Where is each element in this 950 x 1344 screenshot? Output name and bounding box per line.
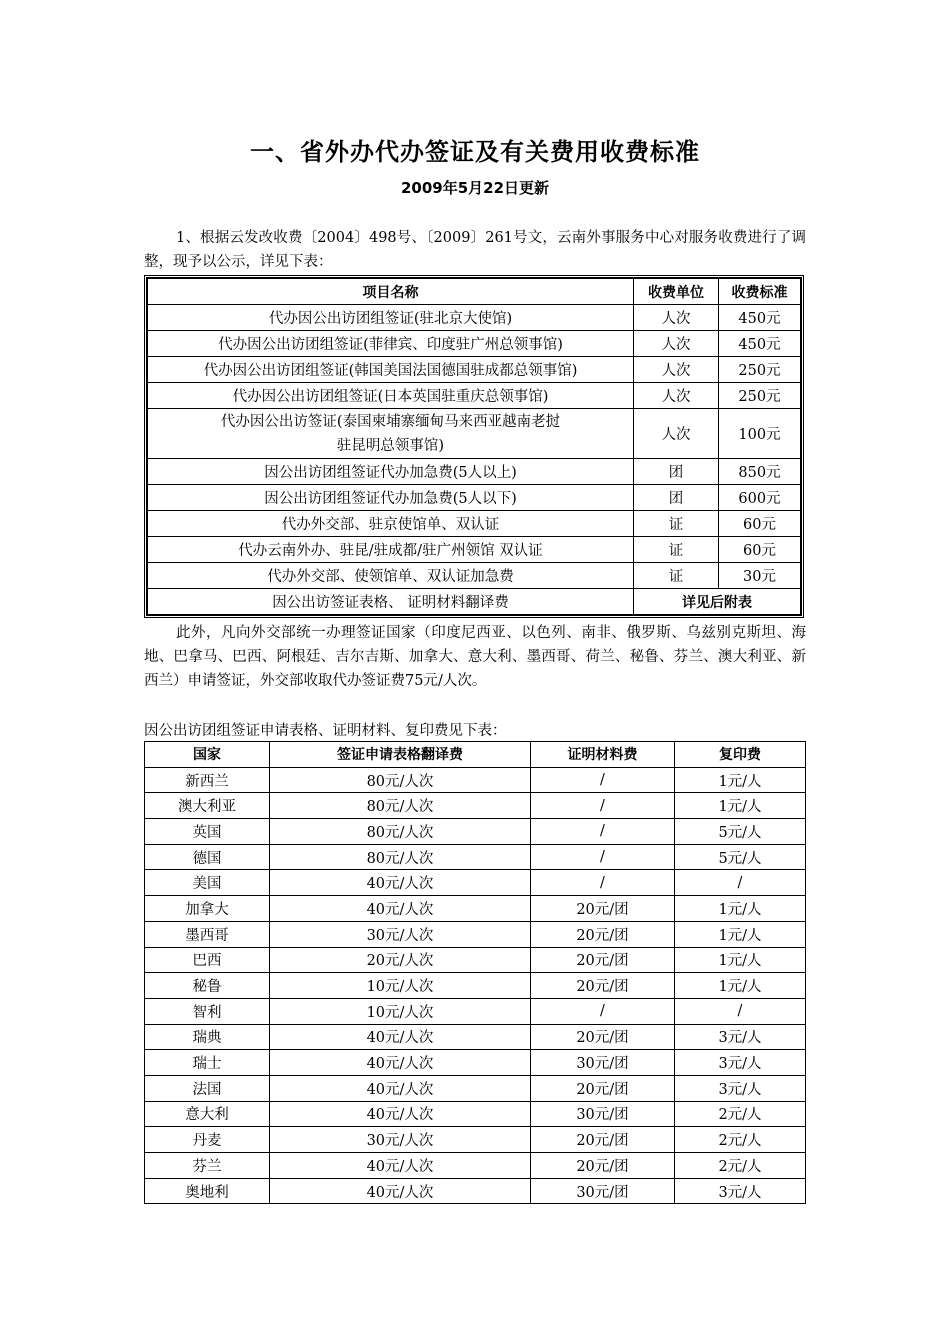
materials-fee: / xyxy=(531,844,675,870)
fee-unit: 人次 xyxy=(634,331,719,357)
fee-table xyxy=(144,275,804,618)
country-table-row xyxy=(145,921,806,947)
note-paragraph: 此外，凡向外交部统一办理签证国家（印度尼西亚、以色列、南非、俄罗斯、乌兹别克斯坦、海地、巴拿马、巴西、阿根廷、吉尔吉斯、加拿大、意大利、墨西哥、荷兰、秘鲁、芬兰、澳大利亚、新西兰）申请签证，外交部收取代办签证费75元/人次。 xyxy=(144,625,806,689)
fee-table-row xyxy=(148,357,801,383)
fee-unit: 证 xyxy=(634,537,719,563)
country-name: 巴西 xyxy=(145,947,270,973)
fee-amount: 60元 xyxy=(719,537,801,563)
materials-fee: 20元/团 xyxy=(531,947,675,973)
fee-amount: 100元 xyxy=(719,409,801,459)
fee-item-name: 代办因公出访团组签证(日本英国驻重庆总领事馆) xyxy=(148,383,634,409)
fee-item-name: 因公出访团组签证代办加急费(5人以下) xyxy=(148,485,634,511)
fee-item-name: 代办外交部、驻京使馆单、双认证 xyxy=(148,511,634,537)
fee-amount: 450元 xyxy=(719,305,801,331)
copy-fee: 3元/人 xyxy=(675,1050,806,1076)
copy-fee: 1元/人 xyxy=(675,896,806,922)
country-table-row xyxy=(145,819,806,845)
country-table-row xyxy=(145,1153,806,1179)
country-table-body xyxy=(145,767,806,1204)
country-name: 芬兰 xyxy=(145,1153,270,1179)
translation-fee: 30元/人次 xyxy=(270,1127,531,1153)
materials-fee: 20元/团 xyxy=(531,1127,675,1153)
translation-fee: 40元/人次 xyxy=(270,1178,531,1204)
intro-paragraph: 1、根据云发改收费〔2004〕498号、〔2009〕261号文，云南外事服务中心对服务收费进行了调整，现予以公示，详见下表： xyxy=(144,230,806,270)
country-table-row xyxy=(145,870,806,896)
country-table-row xyxy=(145,767,806,793)
translation-fee: 40元/人次 xyxy=(270,1075,531,1101)
copy-fee: 1元/人 xyxy=(675,947,806,973)
fee-table-row xyxy=(148,511,801,537)
country-table-row xyxy=(145,793,806,819)
translation-fee: 10元/人次 xyxy=(270,998,531,1024)
country-table-row xyxy=(145,896,806,922)
translation-fee: 80元/人次 xyxy=(270,767,531,793)
fee-item-name-line2: 驻昆明总领事馆) xyxy=(336,437,445,454)
fee-table-row xyxy=(148,331,801,357)
fee-unit: 人次 xyxy=(634,305,719,331)
copy-fee: 2元/人 xyxy=(675,1101,806,1127)
copy-fee: 5元/人 xyxy=(675,844,806,870)
translation-fee: 40元/人次 xyxy=(270,870,531,896)
country-name: 法国 xyxy=(145,1075,270,1101)
country-name: 奥地利 xyxy=(145,1178,270,1204)
fee-unit: 团 xyxy=(634,459,719,485)
country-table-row xyxy=(145,844,806,870)
copy-fee: / xyxy=(675,998,806,1024)
materials-fee: / xyxy=(531,767,675,793)
country-name: 德国 xyxy=(145,844,270,870)
country-header-copy: 复印费 xyxy=(675,742,806,768)
country-table-row xyxy=(145,1127,806,1153)
fee-item-name: 代办因公出访团组签证(菲律宾、印度驻广州总领事馆) xyxy=(148,331,634,357)
materials-fee: 30元/团 xyxy=(531,1101,675,1127)
fee-amount: 600元 xyxy=(719,485,801,511)
fee-amount: 250元 xyxy=(719,383,801,409)
country-name: 新西兰 xyxy=(145,767,270,793)
materials-fee: 30元/团 xyxy=(531,1178,675,1204)
country-name: 意大利 xyxy=(145,1101,270,1127)
country-table-row xyxy=(145,1075,806,1101)
translation-fee: 80元/人次 xyxy=(270,793,531,819)
fee-unit: 证 xyxy=(634,511,719,537)
fee-table-row xyxy=(148,305,801,331)
country-header-translation: 签证申请表格翻译费 xyxy=(270,742,531,768)
fee-item-name xyxy=(148,409,634,459)
copy-fee: 3元/人 xyxy=(675,1178,806,1204)
materials-fee: 20元/团 xyxy=(531,1075,675,1101)
fee-table-row xyxy=(148,459,801,485)
fee-item-name: 代办外交部、使领馆单、双认证加急费 xyxy=(148,563,634,589)
translation-fee: 80元/人次 xyxy=(270,819,531,845)
copy-fee: / xyxy=(675,870,806,896)
translation-fee: 80元/人次 xyxy=(270,844,531,870)
materials-fee: / xyxy=(531,870,675,896)
country-table-row xyxy=(145,947,806,973)
fee-item-name-line1: 代办因公出访签证(泰国柬埔寨缅甸马来西亚越南老挝 xyxy=(220,413,561,430)
fee-unit: 证 xyxy=(634,563,719,589)
country-name: 墨西哥 xyxy=(145,921,270,947)
fee-amount: 60元 xyxy=(719,511,801,537)
fee-table-row xyxy=(148,589,801,615)
translation-fee: 40元/人次 xyxy=(270,1024,531,1050)
materials-fee: 20元/团 xyxy=(531,1024,675,1050)
fee-item-name: 代办因公出访团组签证(驻北京大使馆) xyxy=(148,305,634,331)
copy-fee: 2元/人 xyxy=(675,1127,806,1153)
translation-fee: 40元/人次 xyxy=(270,1050,531,1076)
fee-item-name: 代办云南外办、驻昆/驻成都/驻广州领馆 双认证 xyxy=(148,537,634,563)
country-fee-table xyxy=(144,741,806,1204)
country-table-row xyxy=(145,1178,806,1204)
translation-fee: 40元/人次 xyxy=(270,896,531,922)
country-name: 瑞士 xyxy=(145,1050,270,1076)
fee-table-row xyxy=(148,485,801,511)
fee-unit: 团 xyxy=(634,485,719,511)
country-header-country: 国家 xyxy=(145,742,270,768)
fee-unit: 人次 xyxy=(634,409,719,459)
country-table-caption: 因公出访团组签证申请表格、证明材料、复印费见下表： xyxy=(144,723,507,739)
translation-fee: 20元/人次 xyxy=(270,947,531,973)
materials-fee: 20元/团 xyxy=(531,921,675,947)
page-title: 一、省外办代办签证及有关费用收费标准 xyxy=(250,138,700,166)
materials-fee: 20元/团 xyxy=(531,973,675,999)
materials-fee: / xyxy=(531,793,675,819)
fee-unit: 人次 xyxy=(634,383,719,409)
country-name: 澳大利亚 xyxy=(145,793,270,819)
materials-fee: / xyxy=(531,998,675,1024)
fee-header-unit: 收费单位 xyxy=(634,279,719,305)
translation-fee: 40元/人次 xyxy=(270,1101,531,1127)
materials-fee: 30元/团 xyxy=(531,1050,675,1076)
copy-fee: 1元/人 xyxy=(675,767,806,793)
country-name: 英国 xyxy=(145,819,270,845)
fee-amount: 30元 xyxy=(719,563,801,589)
fee-table-row xyxy=(148,563,801,589)
copy-fee: 3元/人 xyxy=(675,1024,806,1050)
fee-header-fee: 收费标准 xyxy=(719,279,801,305)
country-name: 丹麦 xyxy=(145,1127,270,1153)
translation-fee: 30元/人次 xyxy=(270,921,531,947)
fee-item-name: 因公出访签证表格、 证明材料翻译费 xyxy=(148,589,634,615)
fee-table-row xyxy=(148,383,801,409)
materials-fee: 20元/团 xyxy=(531,896,675,922)
copy-fee: 1元/人 xyxy=(675,921,806,947)
copy-fee: 3元/人 xyxy=(675,1075,806,1101)
country-table-row xyxy=(145,1050,806,1076)
fee-amount: 450元 xyxy=(719,331,801,357)
materials-fee: / xyxy=(531,819,675,845)
country-table-row xyxy=(145,1101,806,1127)
country-header-materials: 证明材料费 xyxy=(531,742,675,768)
country-table-row xyxy=(145,973,806,999)
country-name: 美国 xyxy=(145,870,270,896)
fee-item-name: 因公出访团组签证代办加急费(5人以上) xyxy=(148,459,634,485)
fee-item-name: 代办因公出访团组签证(韩国美国法国德国驻成都总领事馆) xyxy=(148,357,634,383)
copy-fee: 5元/人 xyxy=(675,819,806,845)
fee-unit: 人次 xyxy=(634,357,719,383)
materials-fee: 20元/团 xyxy=(531,1153,675,1179)
country-table-row xyxy=(145,1024,806,1050)
country-name: 瑞典 xyxy=(145,1024,270,1050)
copy-fee: 1元/人 xyxy=(675,973,806,999)
fee-table-body xyxy=(148,305,801,615)
translation-fee: 40元/人次 xyxy=(270,1153,531,1179)
fee-amount: 850元 xyxy=(719,459,801,485)
fee-amount: 250元 xyxy=(719,357,801,383)
fee-see-attachment: 详见后附表 xyxy=(634,589,801,615)
page-subtitle: 2009年5月22日更新 xyxy=(400,179,550,197)
copy-fee: 1元/人 xyxy=(675,793,806,819)
country-name: 秘鲁 xyxy=(145,973,270,999)
fee-table-row xyxy=(148,537,801,563)
fee-table-row xyxy=(148,409,801,459)
country-name: 加拿大 xyxy=(145,896,270,922)
translation-fee: 10元/人次 xyxy=(270,973,531,999)
fee-header-name: 项目名称 xyxy=(148,279,634,305)
copy-fee: 2元/人 xyxy=(675,1153,806,1179)
country-table-row xyxy=(145,998,806,1024)
country-name: 智利 xyxy=(145,998,270,1024)
